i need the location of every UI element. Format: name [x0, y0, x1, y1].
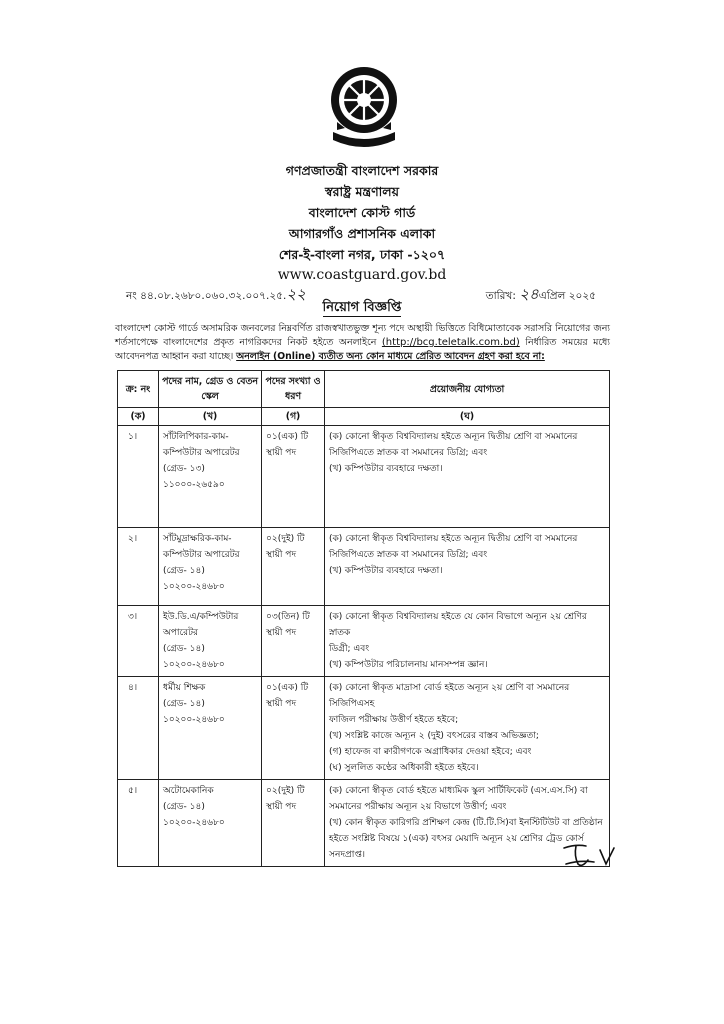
- memo-number-handwritten: ২২: [286, 285, 306, 303]
- website-link[interactable]: www.coastguard.gov.bd: [277, 267, 447, 283]
- table-header-row: [118, 371, 610, 408]
- govt-name: গণপ্রজাতন্ত্রী বাংলাদেশ সরকার: [285, 163, 439, 178]
- address: শের-ই-বাংলা নগর, ঢাকা -১২০৭: [278, 247, 446, 262]
- area-name: আগারগাঁও প্রশাসনিক এলাকা: [288, 226, 436, 241]
- table-row: ২। সাঁটমুদ্রাক্ষরিক-কাম- কম্পিউটার অপারেটর (গ্রেড- ১৪) ১০২০০-২৪৬৮০ ০২(দুই) টি স্থায়ী পদ (ক) কোনো স্বীকৃত বিশ্ববিদ্যালয় হইতে অন্যূন দ্বিতীয় শ্রেণি বা সমমানের সিজিপিএতে স্নাতক বা সমমানের ডিগ্রি; এবং (খ) কম্পিউটার ব্যবহারে দক্ষতা।: [118, 528, 610, 606]
- online-only-notice: অনলাইন (Online) ব্যতীত অন্য কোন মাধ্যমে প্রেরিত আবেদন গ্রহণ করা হবে না:: [236, 351, 545, 362]
- table-row: ৪। ধর্মীয় শিক্ষক (গ্রেড- ১৪) ১০২০০-২৪৬৮০ ০১(এক) টি স্থায়ী পদ (ক) কোনো স্বীকৃত মাদ্রাসা বোর্ড হইতে অন্যূন ২য় শ্রেণি বা সমমানের সিজিপিএসহ ফাজিল পরীক্ষায় উত্তীর্ণ হইতে হইবে; (খ) সংশ্লিষ্ট কাজে অন্যূন ২ (দুই) বৎসরের বাস্তব অভিজ্ঞতা; (গ) হাফেজ বা ক্বারীগণকে অগ্রাধিকার দেওয়া হইবে; এবং (ঘ) সুললিত কণ্ঠের অধিকারী হইতে হইবে।: [118, 677, 610, 780]
- org-name: বাংলাদেশ কোস্ট গার্ড: [308, 205, 416, 220]
- col-qualification: প্রয়োজনীয় যোগ্যতা: [325, 371, 610, 408]
- memo-date: তারিখ: ২৪এপ্রিল ২০২৫: [485, 285, 596, 303]
- ministry-name: স্বরাষ্ট্র মন্ত্রণালয়: [325, 184, 399, 199]
- date-handwritten: ২৪: [519, 285, 539, 303]
- coast-guard-emblem: [327, 62, 401, 152]
- table-subheader-row: (ক) (খ) (গ) (ঘ): [118, 408, 610, 426]
- col-count: পদের সংখ্যা ও ধরণ: [262, 371, 325, 408]
- page-title: নিয়োগ বিজ্ঞপ্তি: [322, 300, 402, 315]
- col-serial: ক্র: নং: [118, 371, 159, 408]
- notice-intro: বাংলাদেশ কোস্ট গার্ডে অসামরিক জনবলের নিম্নবর্ণিত রাজস্বখাতভুক্ত শূন্য পদে অস্থায়ী ভিত্তিতে বিধিমোতাবেক সরাসরি নিয়োগের জন্য শর্তসাপেক্ষে বাংলাদেশের প্রকৃত নাগরিকদের নিকট হইতে অনলাইনে (http://bcg.teletalk.com.bd) নির্ধারিত সময়ের মধ্যে আবেদনপত্র আহ্বান করা যাচ্ছে। অনলাইন (Online) ব্যতীত অন্য কোন মাধ্যমে প্রেরিত আবেদন গ্রহণ করা হবে না:: [115, 323, 610, 362]
- table-row: ৫। অটোমেকানিক (গ্রেড- ১৪) ১০২০০-২৪৬৮০ ০২(দুই) টি স্থায়ী পদ (ক) কোনো স্বীকৃত বোর্ড হইতে মাধ্যমিক স্কুল সার্টিফিকেট (এস.এস.সি) বা সমমানের পরীক্ষায় অন্যূন ২য় বিভাগে উত্তীর্ণ; এবং (খ) কোন স্বীকৃত কারিগরি প্রশিক্ষণ কেন্দ্র (টি.টি.সি)বা ইনস্টিটিউট বা প্রতিষ্ঠান হইতে সংশ্লিষ্ট বিষয়ে ১(এক) বৎসর মেয়াদি অন্যূন ২য় শ্রেণির ট্রেড কোর্স সনদপ্রাপ্ত।: [118, 780, 610, 867]
- vacancy-table: [117, 370, 610, 867]
- application-link[interactable]: (http://bcg.teletalk.com.bd): [381, 337, 520, 348]
- table-row: ১। সাঁটলিপিকার-কাম- কম্পিউটার অপারেটর (গ্রেড- ১৩) ১১০০০-২৬৫৯০ ০১(এক) টি স্থায়ী পদ (ক) কোনো স্বীকৃত বিশ্ববিদ্যালয় হইতে অন্যূন দ্বিতীয় শ্রেণি বা সমমানের সিজিপিএতে স্নাতক বা সমমানের ডিগ্রি; এবং (খ) কম্পিউটার ব্যবহারে দক্ষতা।: [118, 426, 610, 528]
- signature: [560, 840, 630, 870]
- memo-number: নং ৪৪.০৮.২৬৮০.০৬০.৩২.০০৭.২৫.২২: [126, 285, 306, 303]
- col-post: পদের নাম, গ্রেড ও বেতন স্কেল: [159, 371, 262, 408]
- table-row: ৩। ইউ.ডি.এ/কম্পিউটার অপারেটর (গ্রেড- ১৪) ১০২০০-২৪৬৮০ ০৩(তিন) টি স্থায়ী পদ (ক) কোনো স্বীকৃত বিশ্ববিদ্যালয় হইতে যে কোন বিভাগে অন্যূন ২য় শ্রেণির স্নাতক ডিগ্রী; এবং (খ) কম্পিউটার পরিচালনায় মানসম্পন্ন জ্ঞান।: [118, 606, 610, 677]
- letterhead: [0, 160, 724, 286]
